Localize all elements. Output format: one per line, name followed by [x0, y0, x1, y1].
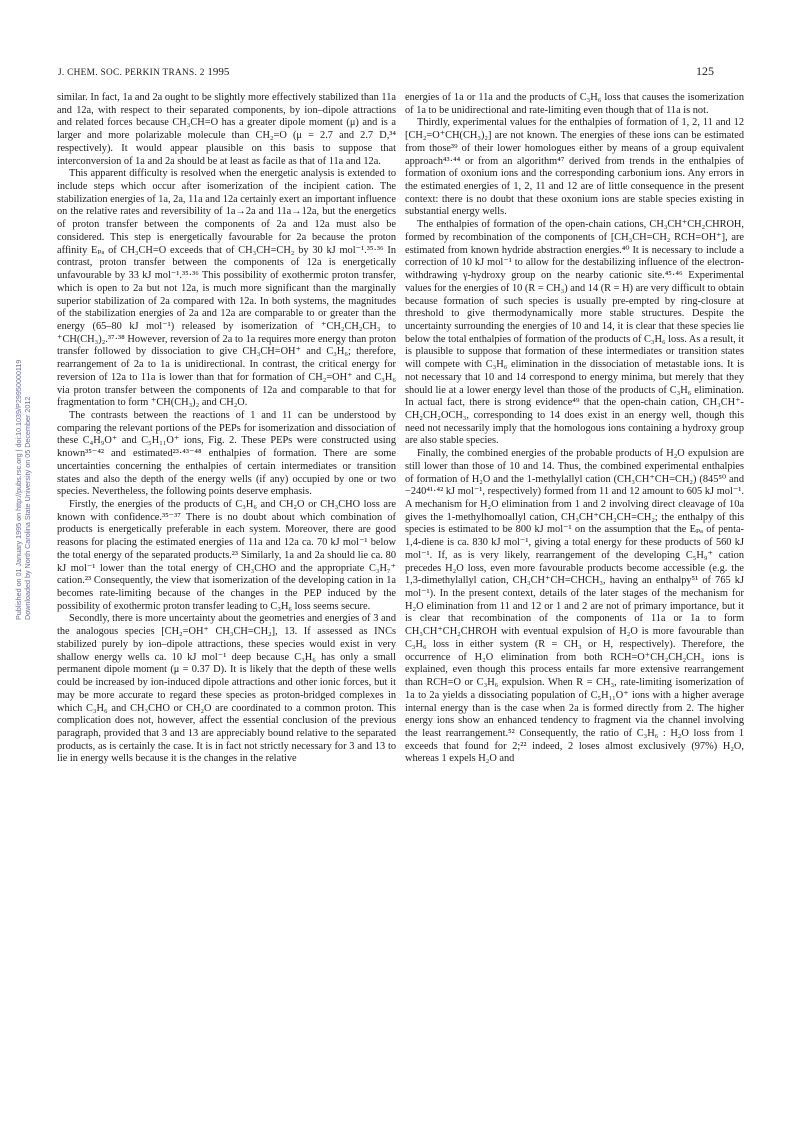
paragraph: Thirdly, experimental values for the enthalpies of formation of 1, 2, 11 and 12 [CH₂=O⁺CH(CH₃)₂] are not known. The energies of these ions can be estimated from those³⁹ of their lower homologues either by means of a group equivalent approach⁴³·⁴⁴ or from an algorithm⁴⁷ derived from trends in the enthalpies of formation of oxonium ions and the corresponding carbonium ions. Any errors in the estimated energies of 1, 2, 11 and 12 are of little consequence in the present context: there is no doubt that these oxonium ions are stable species existing in substantial energy wells.: [405, 117, 744, 218]
right-column: [405, 92, 744, 766]
paragraph: The enthalpies of formation of the open-chain cations, CH₃CH⁺CH₂CHROH, formed by recombination of the components of [CH₃CH=CH₂ RCH=OH⁺], are estimated from known hydride abstraction energies.⁴⁰ It is necessary to include a correction of 10 kJ mol⁻¹ to allow for the destabilizing influence of the electron-withdrawing γ-hydroxy group on the nearby cationic site.⁴⁵·⁴⁶ Experimental values for the energies of 10 (R = CH₃) and 14 (R = H) are very difficult to obtain because formation of such species is usually pre-empted by ring-closure at threshold to give thermodynamically more stable structures. Despite the uncertainty surrounding the energies of 10 and 14, it is clear that these species lie below the total enthalpies of formation of the products of C₃H₆ loss. As a result, it is plausible to suppose that formation of these intermediates or transition states will compete with C₃H₆ elimination in the dissociation of metastable ions. It is not necessary that 10 and 14 correspond to energy minima, but merely that they should lie at a lower energy level than those of the products of C₃H₆ elimination. In actual fact, there is strong evidence⁴⁹ that the open-chain cation, CH₃CH⁺-CH₂CH₂OCH₃, corresponding to 14 does exist in an energy well, though this need not necessarily imply that the homologous ions containing a hydroxy group are also stable species.: [405, 219, 745, 447]
page-header: [58, 64, 714, 80]
paragraph: This apparent difficulty is resolved when the energetic analysis is extended to include steps which occur after isomerization of the incipient cation. The stabilization energies of 1a, 2a, 11a and 12a certainly exert an important influence on the relative rates and reversibility of 1a→2a and 11a→12a, but the energetics of proton transfer between the components of 2a and 12a must also be considered. This step is energetically favourable for 2a because the proton affinity Eₚₐ of CH₃CH=O exceeds that of CH₃CH=CH₂ by 30 kJ mol⁻¹.³⁵·³⁶ In contrast, proton transfer between the components of 12a is energetically unfavourable by 33 kJ mol⁻¹.³⁵·³⁶ This possibility of exothermic proton transfer, which is open to 2a but not 12a, is much more significant than the marginally superior stabilization of 2a compared with 12a. In both systems, the magnitudes of the stabilization energies of 2a and 12a are comparable to or greater than the energy (65–80 kJ mol⁻¹) released by isomerization of ⁺CH₂CH₂CH₃ to ⁺CH(CH₃)₂.³⁷·³⁸ However, reversion of 2a to 1a requires more energy than proton transfer followed by dissociation to give CH₃CH=OH⁺ and C₃H₆; therefore, rearrangement of 2a to 1a is unidirectional. In contrast, the critical energy for reversion of 12a to 11a is lower than that for formation of CH₂=OH⁺ and C₃H₆ via proton transfer between the components of 12a and comparable to that for fragmentation to form ⁺CH(CH₃)₂ and CH₂O.: [57, 168, 396, 409]
page-number: 125: [696, 64, 714, 78]
left-column: [57, 92, 396, 766]
stamp-line-downloaded: Downloaded by North Carolina State University on 05 December 2012: [23, 396, 32, 620]
journal-title: [58, 66, 229, 78]
download-stamp: [14, 40, 32, 620]
paragraph: Firstly, the energies of the products of C₃H₆ and CH₂O or CH₃CHO loss are known with confidence.³⁵⁻³⁷ There is no doubt about which combination of products is energetically preferable in each system. Moreover, there are good reasons for placing the estimated energies of 11a and 12a ca. 70 kJ mol⁻¹ below the total energy of the separated products.²³ Similarly, 1a and 2a should lie ca. 80 kJ mol⁻¹ lower than the total energy of CH₃CHO and the appropriate C₃H₇⁺ cation.²³ Consequently, the view that isomerization of the developing cation in 1a becomes rate-limiting because of the changes in the PEP induced by the possibility of exothermic proton transfer leading to C₃H₆ loss seems secure.: [57, 499, 396, 612]
paragraph: Finally, the combined energies of the probable products of H₂O expulsion are still lower than those of 10 and 14. Thus, the combined experimental enthalpies of formation of H₂O and the 1-methylallyl cation (CH₃CH⁺CH=CH₂) (845⁵⁰ and −240⁴¹·⁴² kJ mol⁻¹, respectively) formed from 11 and 12 amount to 605 kJ mol⁻¹. A mechanism for H₂O elimination from 1 and 2 involving direct cleavage of 10a gives the 1-methylhomoallyl cation, CH₃CH⁺CH₂CH=CH₂; the enthalpy of this species is estimated to be 800 kJ mol⁻¹ on the assumption that the Eₚₐ of penta-1,4-diene is ca. 830 kJ mol⁻¹, giving a total energy for these products of 560 kJ mol⁻¹. If, as is very likely, rearrangement of the developing C₅H₉⁺ cation precedes H₂O loss, even more favourable products become accessible (e.g. the 1,3-dimethylallyl cation, CH₃CH⁺CH=CHCH₃, having an enthalpy⁵¹ of 765 kJ mol⁻¹). In the present context, details of the later stages of the mechanism for H₂O elimination from 11 and 12 or 1 and 2 are not of primary importance, but it is clear that recombination of the components of 11a or 1a to form CH₃CH⁺CH₂CHROH with eventual expulsion of H₂O is more favourable than C₃H₆ loss in either system (R = CH₃ or H, respectively). Therefore, the occurrence of H₂O elimination from both RCH=O⁺CH₂CH₂CH₃ ions is explained, even though this process entails far more extensive rearrangement than RCH=O or C₃H₆ expulsion. When R = CH₃, rate-limiting isomerization of 1a to 2a yields a dissociating population of C₅H₁₁O⁺ ions with a higher average internal energy than is the case when 2a is formed directly from 2. The higher energy ions show an enhanced tendency to fragment via the channel involving the least rearrangement.⁵² Consequently, the ratio of C₃H₆ : H₂O loss from 1 exceeds that found for 2;²² indeed, 2 loses almost exclusively (97%) H₂O, whereas 1 expels H₂O and: [405, 448, 744, 765]
paragraph: energies of 1a or 11a and the products of C₃H₆ loss that causes the isomerization of 1a to be unidirectional and rate-limiting even though that of 11a is not.: [405, 92, 744, 116]
paragraph: Secondly, there is more uncertainty about the geometries and energies of 3 and the analogous species [CH₂=OH⁺ CH₃CH=CH₂], 13. If assessed as INCs stabilized purely by ion–dipole attractions, these species would exist in very shallow energy wells ca. 10 kJ mol⁻¹ deep because C₃H₆ has only a small permanent dipole moment (μ = 0.37 D). It is likely that the depth of these wells could be increased by ion-induced dipole attractions and other ionic forces, but it may be more accurate to regard these species as proton-bridged complexes in which C₃H₆ and CH₃CHO or CH₂O are coordinated to a common proton. This complication does not, however, affect the essential conclusion of the previous paragraph, provided that 3 and 13 are appreciably bound relative to the separated products, as is certainly the case. It is in fact not strictly necessary for 3 and 13 to lie in energy wells because it is the changes in the relative: [57, 613, 396, 765]
stamp-line-published: Published on 01 January 1995 on http://pubs.rsc.org | doi:10.1039/P29950000119: [14, 359, 23, 620]
journal-year: 1995: [207, 66, 230, 78]
paragraph: similar. In fact, 1a and 2a ought to be slightly more effectively stabilized than 11a and 12a, with respect to their separated components, by ion–dipole attractions and related forces because CH₃CH=O has a greater dipole moment (μ) and is a larger and more polarizable molecule than CH₂=O (μ = 2.7 and 2.7 D,³⁴ respectively). It would appear plausible on this basis to suppose that interconversion of 1a and 2a should be at least as facile as that of 11a and 12a.: [57, 92, 396, 167]
paragraph: The contrasts between the reactions of 1 and 11 can be understood by comparing the relevant portions of the PEPs for isomerization and dissociation of these C₄H₉O⁺ and C₅H₁₁O⁺ ions, Fig. 2. These PEPs were constructed using known³⁵⁻⁴² and estimated²³·⁴³⁻⁴⁸ enthalpies of formation. There are some uncertainties concerning the enthalpies of certain intermediates or transition states and also the depth of the energy wells (if any) occupied by one or two species. Nevertheless, the following points deserve emphasis.: [57, 409, 396, 498]
journal-name: J. CHEM. SOC. PERKIN TRANS. 2: [58, 68, 205, 78]
